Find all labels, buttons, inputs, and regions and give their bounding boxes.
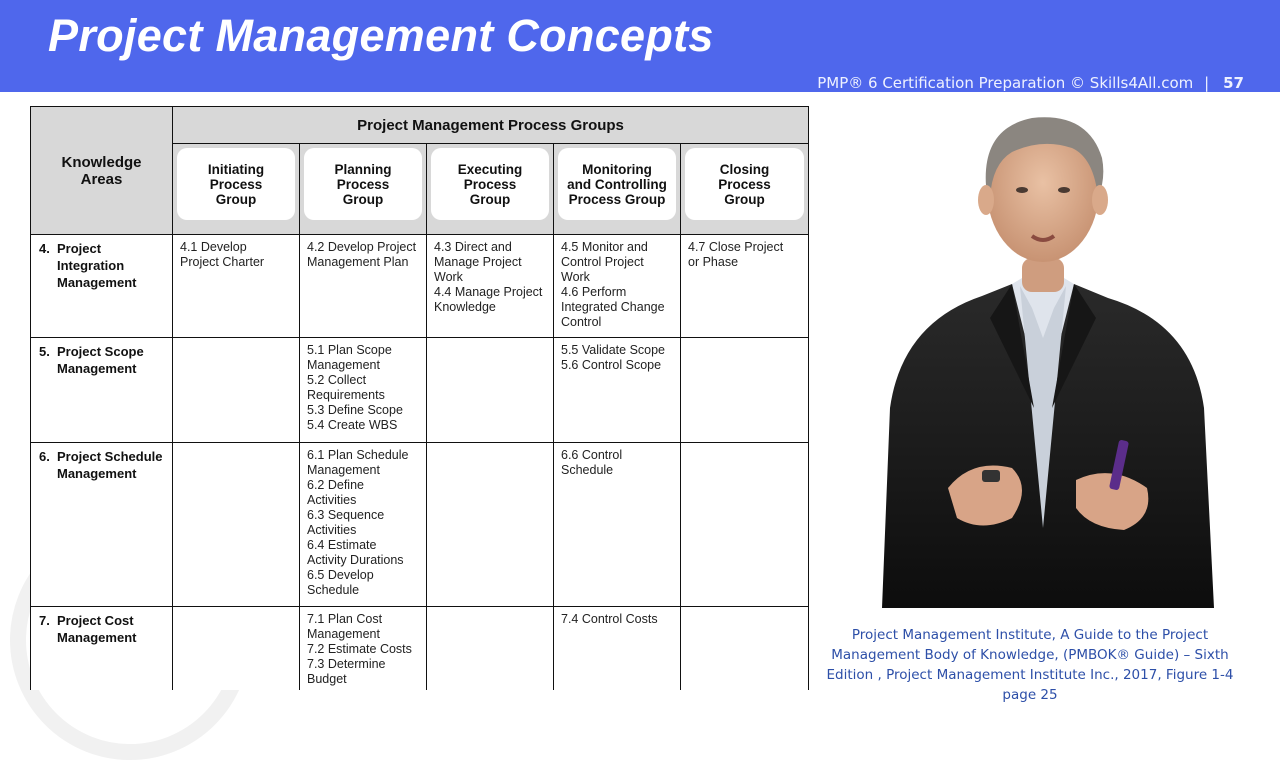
process-cell xyxy=(427,443,554,607)
process-group-label: Monitoring and Controlling Process Group xyxy=(558,148,676,220)
slide-subtitle xyxy=(817,74,1244,92)
presenter-video xyxy=(862,108,1224,608)
process-cell xyxy=(427,607,554,691)
slide-title: Project Management Concepts xyxy=(48,10,714,61)
table-row xyxy=(31,338,809,443)
process-group-header xyxy=(173,144,300,235)
process-cell xyxy=(681,607,809,691)
process-group-label: Initiating Process Group xyxy=(177,148,295,220)
process-item: 4.2 Develop Project Management Plan xyxy=(307,240,417,269)
process-item: 6.3 Sequence Activities xyxy=(307,508,385,537)
process-item: 6.4 Estimate Activity Durations xyxy=(307,538,404,567)
table-row xyxy=(31,235,809,338)
process-group-header xyxy=(681,144,809,235)
citation-caption xyxy=(818,625,1242,705)
process-item: 6.2 Define Activities xyxy=(307,478,364,507)
knowledge-area-cell xyxy=(31,607,173,691)
process-group-label: Closing Process Group xyxy=(685,148,804,220)
process-group-header xyxy=(300,144,427,235)
process-cell xyxy=(173,607,300,691)
knowledge-area-name: Project Schedule Management xyxy=(57,449,163,481)
process-cell xyxy=(173,443,300,607)
knowledge-area-number: 5. xyxy=(39,344,50,359)
process-item: 7.1 Plan Cost Management xyxy=(307,612,383,641)
separator: | xyxy=(1204,74,1210,92)
process-cell xyxy=(554,607,681,691)
process-cell xyxy=(300,338,427,443)
process-cell xyxy=(681,443,809,607)
process-item: 4.1 Develop Project Charter xyxy=(180,240,265,269)
process-group-label: Planning Process Group xyxy=(304,148,422,220)
process-groups-table xyxy=(30,106,809,690)
process-item: 4.7 Close Project or Phase xyxy=(688,240,784,269)
knowledge-area-name: Project Integration Management xyxy=(57,241,137,290)
process-group-header xyxy=(427,144,554,235)
knowledge-area-cell xyxy=(31,443,173,607)
process-group-header xyxy=(554,144,681,235)
process-group-label: Executing Process Group xyxy=(431,148,549,220)
knowledge-area-number: 4. xyxy=(39,241,50,256)
knowledge-area-name: Project Cost Management xyxy=(57,613,137,645)
process-cell xyxy=(173,235,300,338)
process-item: 4.5 Monitor and Control Project Work xyxy=(561,240,648,284)
process-item: 5.5 Validate Scope xyxy=(561,343,666,357)
table-row xyxy=(31,607,809,691)
process-item: 5.6 Control Scope xyxy=(561,358,662,372)
process-item: 4.3 Direct and Manage Project Work xyxy=(434,240,522,284)
process-item: 6.1 Plan Schedule Management xyxy=(307,448,409,477)
process-item: 5.1 Plan Scope Management xyxy=(307,343,392,372)
caption-line: page 25 xyxy=(1002,687,1058,703)
process-item: 4.6 Perform Integrated Change Control xyxy=(561,285,665,329)
course-credit: PMP® 6 Certification Preparation © Skills4All.com xyxy=(817,74,1194,92)
process-cell xyxy=(173,338,300,443)
knowledge-areas-header: Knowledge Areas xyxy=(31,107,173,235)
knowledge-area-cell xyxy=(31,338,173,443)
page-number: 57 xyxy=(1223,74,1244,92)
process-item: 5.3 Define Scope xyxy=(307,403,403,417)
table-row xyxy=(31,443,809,607)
process-cell xyxy=(554,235,681,338)
process-cell xyxy=(681,235,809,338)
process-item: 6.5 Develop Schedule xyxy=(307,568,374,597)
process-item: 7.3 Determine Budget xyxy=(307,657,386,686)
caption-line: Management Body of Knowledge, (PMBOK® Guide) – Sixth xyxy=(831,647,1229,663)
title-bar xyxy=(0,0,1280,92)
process-cell xyxy=(300,607,427,691)
caption-line: Edition , Project Management Institute Inc., 2017, Figure 1-4 xyxy=(826,667,1234,683)
process-cell xyxy=(427,235,554,338)
process-cell xyxy=(554,338,681,443)
process-item: 5.2 Collect Requirements xyxy=(307,373,385,402)
process-cell xyxy=(300,443,427,607)
process-groups-header: Project Management Process Groups xyxy=(173,107,809,144)
knowledge-area-cell xyxy=(31,235,173,338)
process-groups-figure xyxy=(30,106,810,690)
presenter-figure xyxy=(862,108,1224,608)
process-item: 5.4 Create WBS xyxy=(307,418,398,432)
process-item: 7.4 Control Costs xyxy=(561,612,658,626)
knowledge-area-number: 7. xyxy=(39,613,50,628)
caption-line: Project Management Institute, A Guide to the Project xyxy=(851,627,1209,643)
process-cell xyxy=(427,338,554,443)
process-item: 6.6 Control Schedule xyxy=(561,448,623,477)
process-cell xyxy=(300,235,427,338)
process-cell xyxy=(681,338,809,443)
knowledge-area-name: Project Scope Management xyxy=(57,344,144,376)
knowledge-area-number: 6. xyxy=(39,449,50,464)
process-cell xyxy=(554,443,681,607)
process-item: 7.2 Estimate Costs xyxy=(307,642,412,656)
process-item: 4.4 Manage Project Knowledge xyxy=(434,285,543,314)
